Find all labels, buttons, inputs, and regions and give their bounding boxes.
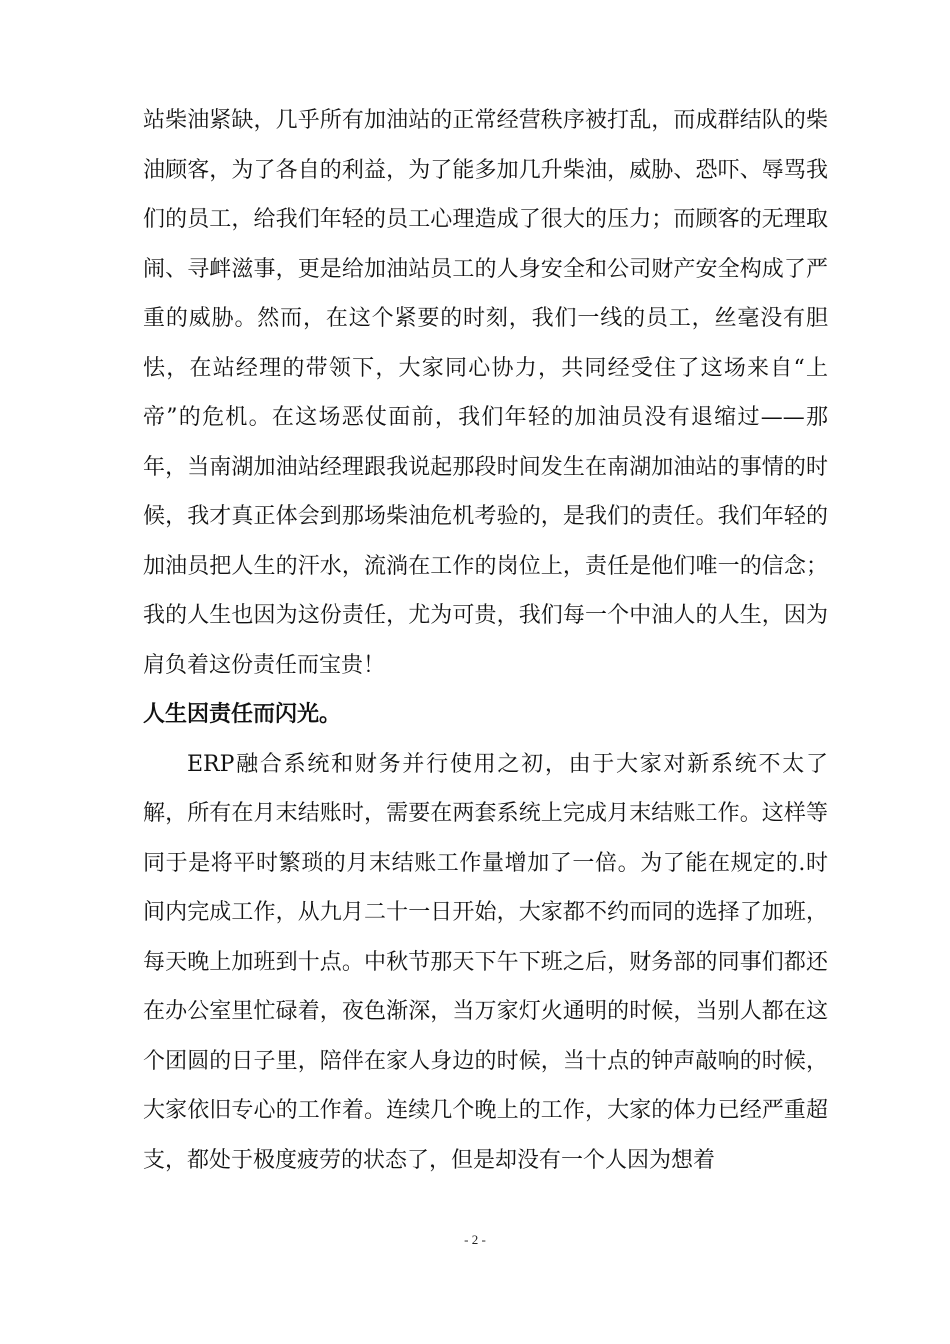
page-body bbox=[143, 96, 828, 1185]
body-paragraph-1: 站柴油紧缺，几乎所有加油站的正常经营秩序被打乱，而成群结队的柴油顾客，为了各自的利益，为了能多加几升柴油，威胁、恐吓、辱骂我们的员工，给我们年轻的员工心理造成了很大的压力；而顾客的无理取闹、寻衅滋事，更是给加油站员工的人身安全和公司财产安全构成了严重的威胁。然而，在这个紧要的时刻，我们一线的员工，丝毫没有胆怯，在站经理的带领下，大家同心协力，共同经受住了这场来自“上帝”的危机。在这场恶仗面前，我们年轻的加油员没有退缩过——那年，当南湖加油站经理跟我说起那段时间发生在南湖加油站的事情的时候，我才真正体会到那场柴油危机考验的，是我们的责任。我们年轻的加油员把人生的汗水，流淌在工作的岗位上，责任是他们唯一的信念；我的人生也因为这份责任，尤为可贵，我们每一个中油人的人生，因为肩负着这份责任而宝贵！ bbox=[143, 108, 828, 678]
body-paragraph-2: ERP融合系统和财务并行使用之初，由于大家对新系统不太了解，所有在月末结账时，需要在两套系统上完成月末结账工作。这样等同于是将平时繁琐的月末结账工作量增加了一倍。为了能在规定的.时间内完成工作，从九月二十一日开始，大家都不约而同的选择了加班，每天晚上加班到十点。中秋节那天下午下班之后，财务部的同事们都还在办公室里忙碌着，夜色渐深，当万家灯火通明的时候，当别人都在这个团圆的日子里，陪伴在家人身边的时候，当十点的钟声敲响的时候，大家依旧专心的工作着。连续几个晚上的工作，大家的体力已经严重超支，都处于极度疲劳的状态了，但是却没有一个人因为想着 bbox=[143, 751, 828, 1173]
section-heading: 人生因责任而闪光。 bbox=[143, 702, 342, 727]
page-number: - 2 - bbox=[464, 1232, 486, 1247]
